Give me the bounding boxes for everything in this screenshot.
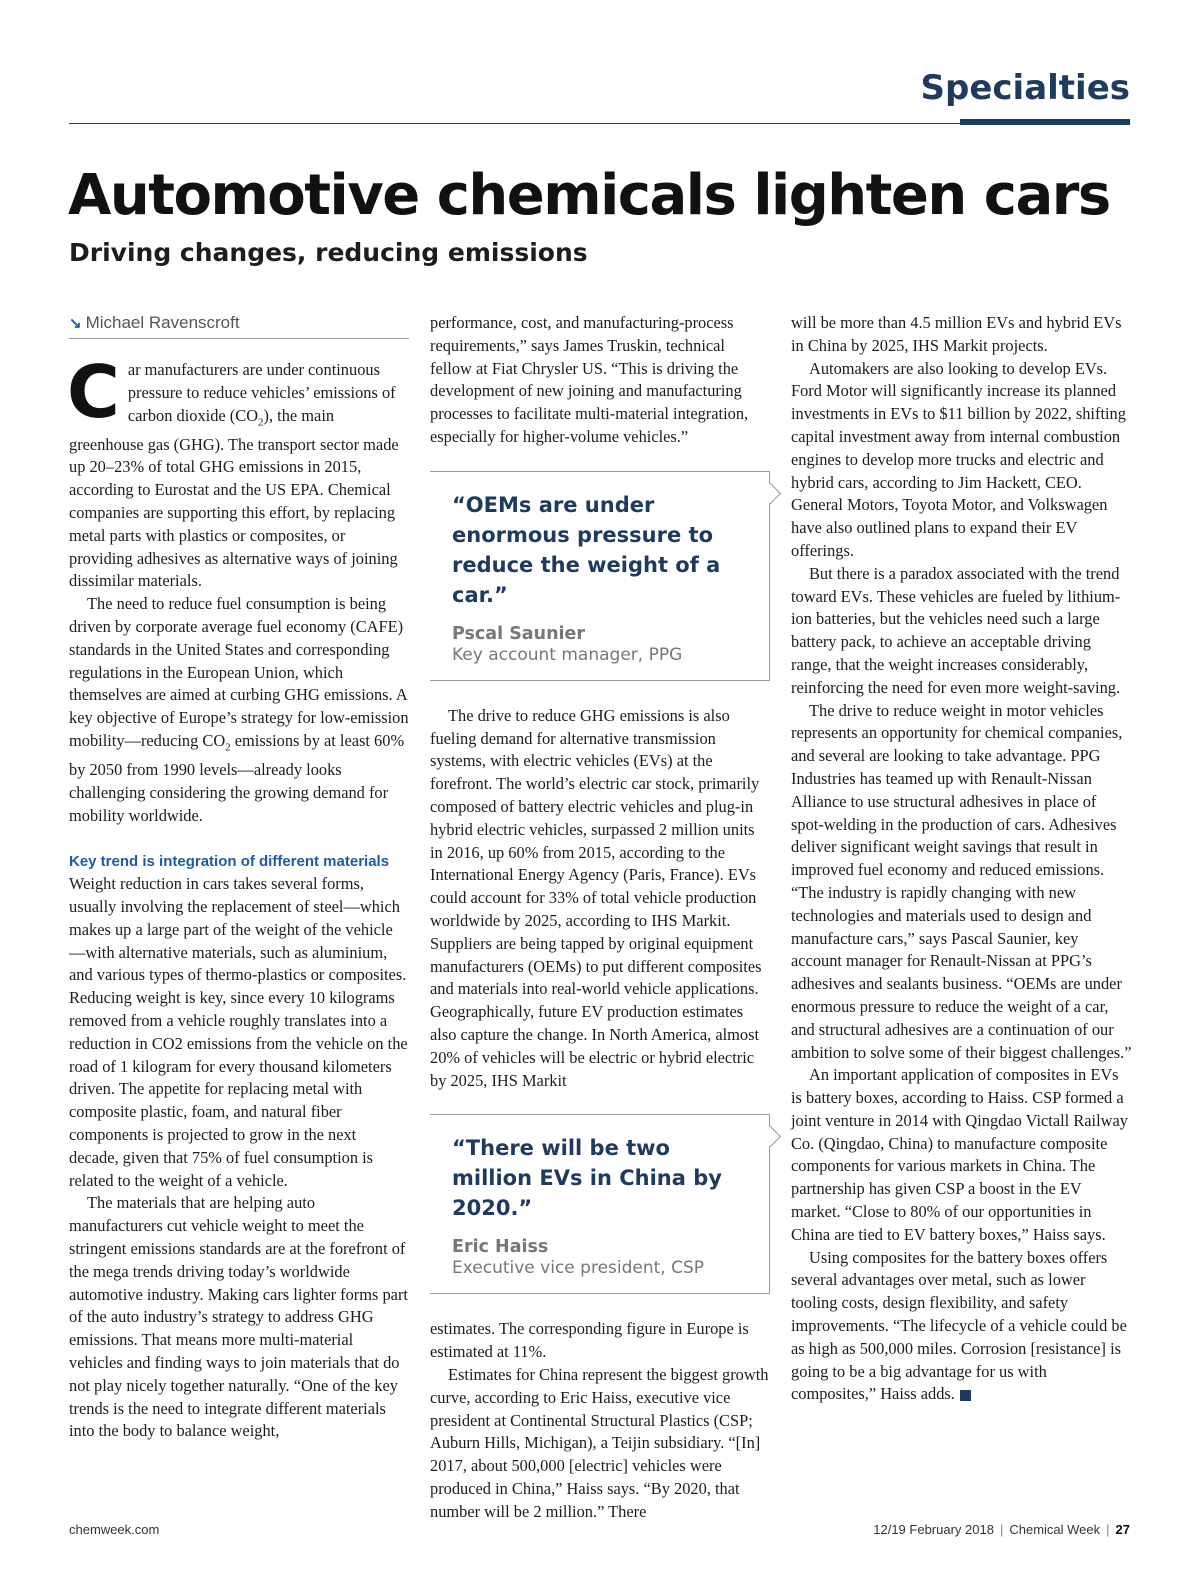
paragraph: Car manufacturers are under continuous pressure to reduce vehicles’ emissions of carbon dioxide $(CO_2)$, the main greenhouse gas (GHG). The transport sector made up 20–23% of total GHG emissions in 2015, according to Eurostat and the US EPA. Chemical companies are supporting this effort, by replacing metal parts with plastics or composites, or providing adhesives as alternative ways of joining dissimilar materials. [67,350,399,591]
quote-notch [760,1126,781,1147]
paragraph: The drive to reduce GHG emissions is also fueling demand for alternative transmission systems, with electric vehicles (EVs) at the forefront. The world’s electric car stock, primarily composed of battery electric vehicles and plug-in hybrid electric vehicles, surpassed 2 million units in 2016, up 60% from 2015, according to the International Energy Agency (Paris, France). EVs could account for 33% of total vehicle production worldwide by 2025, according to IHS Markit. Suppliers are being tapped by original equipment manufacturers (OEMs) to put different composites and materials into real-world vehicle applications. Geographically, future EV production estimates also capture the change. In North America, almost 20% of vehicles will be electric or hybrid electric by 2025, IHS Markit [430,705,762,1090]
paragraph: The materials that are helping auto manufacturers cut vehicle weight to meet the stringent emissions standards are at the forefront of the mega trends driving today’s worldwide automotive industry. Making cars lighter forms part of the auto industry’s strategy to address GHG emissions. That means more multi-material vehicles and finding ways to join materials that do not play nicely together naturally. “One of the key trends is the need to integrate different materials into the body to balance weight, [69,1193,408,1441]
pull-quote-name: Pscal Saunier [452,623,586,644]
paragraph: An important application of composites in EVs is battery boxes, according to Haiss. CSP formed a joint venture in 2014 with Qingdao Victall Railway Co. (Qingdao, China) to manufacture composite components for various markets in China. The partnership has given CSP a boost in the EV market. “Close to 80% of our opportunities in China are tied to EV battery boxes,” Haiss says. [791,1065,1128,1244]
quote-notch [760,483,781,504]
paragraph: The drive to reduce weight in motor vehicles represents an opportunity for chemical companies, and several are looking to take advantage. PPG Industries has teamed up with Renault-Nissan Alliance to use structural adhesives in place of spot-welding in the production of cars. Adhesives deliver significant weight savings that result in improved fuel economy and reduced emissions. “The industry is rapidly changing with new technologies and materials used to design and manufacture cars,” says Pascal Saunier, key account manager for Renault-Nissan at PPG’s adhesives and sealants business. “OEMs are under enormous pressure to reduce the weight of a car, and structural adhesives are a continuation of our ambition to solve some of their biggest challenges.” [791,700,1132,1062]
pull-quote [430,1114,770,1294]
column-3 [791,312,1132,1406]
arrow-down-right-icon: ↘ [69,315,82,332]
page-number: 27 [1115,1522,1130,1537]
paragraph: Weight reduction in cars takes several forms, usually involving the replacement of steel—which makes up a large part of the weight of the vehicle—with alternative materials, such as aluminium, and various types of thermo-plastics or composites. Reducing weight is key, since every 10 kilograms removed from a vehicle roughly translates into a reduction in CO2 emissions from the vehicle on the road of 1 kilogram for every thousand kilometers driven. The appetite for replacing metal with composite plastic, foam, and natural fiber components is projected to grow in the next decade, given that 75% of fuel consumption is related to the weight of a vehicle. [69,874,408,1190]
article-title: Automotive chemicals lighten cars [68,163,1110,228]
end-mark-icon [960,1390,971,1401]
pull-quote [430,471,770,681]
footer-publication: Chemical Week [1009,1522,1101,1537]
section-label: Specialties [920,68,1130,108]
paragraph: The need to reduce fuel consumption is being driven by corporate average fuel economy (CAFE) standards in the United States and corresponding regulations in the European Union, which themselves are aimed at curbing GHG emissions. A key objective of Europe’s strategy for low-emission mobility—reducing $CO_2$ emissions by at least 60% by 2050 from 1990 levels—already looks challenging considering the growing demand for mobility worldwide. [69,594,409,825]
pull-quote-role: Executive vice president, CSP [452,1258,705,1279]
header-accent-bar [960,119,1130,125]
column-1 [69,312,409,1443]
paragraph: Estimates for China represent the biggest growth curve, according to Eric Haiss, executive vice president at Continental Structural Plastics (CSP; Auburn Hills, Michigan), a Teijin subsidiary. “[In] 2017, about 500,000 [electric] vehicles were produced in China,” Haiss says. “By 2020, that number will be 2 million.” There [430,1364,769,1521]
footer-website: chemweek.com [69,1522,160,1537]
paragraph: estimates. The corresponding figure in Europe is estimated at 11%. [430,1319,749,1362]
author-name: Michael Ravenscroft [85,313,240,332]
footer-date: 12/19 February 2018 [873,1522,994,1537]
paragraph: performance, cost, and manufacturing-process requirements,” says James Truskin, technical fellow at Fiat Chrysler US. “This is driving the development of new joining and manufacturing processes to facilitate multi-material integration, especially for higher-volume vehicles.” [430,313,749,446]
paragraph: will be more than 4.5 million EVs and hybrid EVs in China by 2025, IHS Markit projects. [791,313,1122,355]
paragraph: But there is a paradox associated with the trend toward EVs. These vehicles are fueled by lithium-ion batteries, but the vehicles need such a large battery pack, to achieve an acceptable driving range, that the weight increases considerably, reinforcing the need for even more weight-saving. [791,563,1121,697]
byline [69,312,409,339]
pull-quote-role: Key account manager, PPG [452,644,683,665]
paragraph: Automakers are also looking to develop EVs. Ford Motor will significantly increase its planned investments in EVs to $11 billion by 2022, shifting capital investment away from internal combustion engines to develop more trucks and electric and hybrid cars, according to Jim Hackett, CEO. General Motors, Toyota Motor, and Volkswagen have also outlined plans to expand their EV offerings. [791,358,1126,560]
dropcap: C [67,350,120,434]
pull-quote-text: “OEMs are under enormous pressure to reduce the weight of a car.” [452,492,721,607]
paragraph: Using composites for the battery boxes offers several advantages over metal, such as lower tooling costs, design flexibility, and safety improvements. “The lifecycle of a vehicle could be as high as 500,000 miles. Corrosion [resistance] is going to be a big advantage for us with composites,” Haiss adds. [791,1247,1127,1404]
column-2 [430,312,770,1524]
pull-quote-name: Eric Haiss [452,1237,549,1258]
footer-info: 12/19 February 2018 | Chemical Week | 27 [873,1522,1130,1537]
article-subtitle: Driving changes, reducing emissions [69,238,588,267]
pull-quote-text: “There will be two million EVs in China by 2020.” [452,1136,722,1221]
section-subheading: Key trend is integration of different materials [69,852,390,870]
